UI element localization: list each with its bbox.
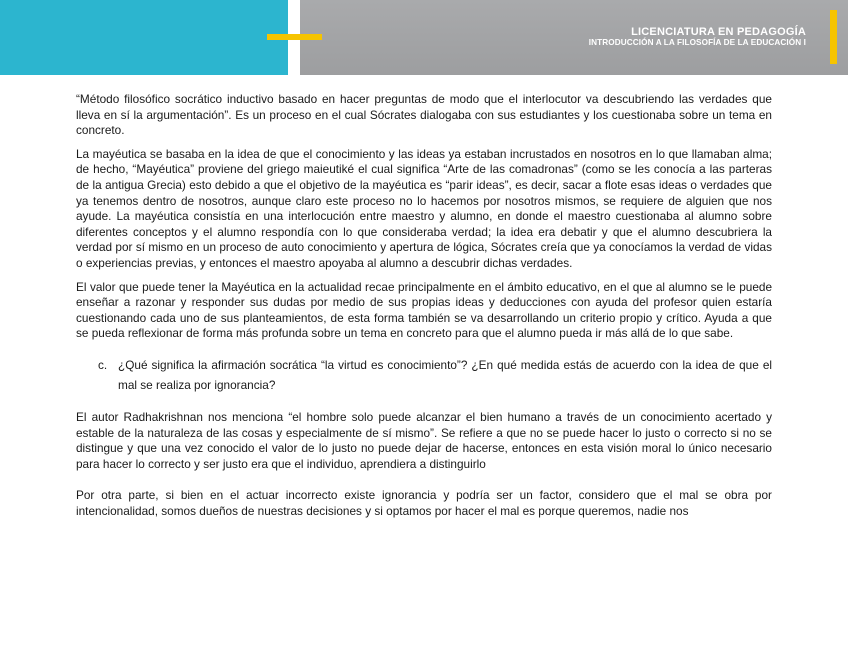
question-item	[76, 355, 772, 395]
question-text: ¿Qué significa la afirmación socrática “la virtud es conocimiento”? ¿En qué medida estás de acuerdo con la idea de que el mal se realiza por ignorancia?	[118, 357, 772, 392]
header-accent-bar	[830, 10, 837, 64]
header-teal-block	[0, 0, 288, 75]
paragraph-mayeutica: La mayéutica se basaba en la idea de que el conocimiento y las ideas ya estaban incrustados en nosotros en lo que llamaban alma; de hecho, “Mayéutica” proviene del griego maieutiké el cual significa “Arte de las comadronas” (como se les conocía a las parteras de la antigua Grecia) esto debido a que el objetivo de la mayéutica es “parir ideas”, es decir, sacar a flote esas ideas o verdades que ya tenemos dentro de nosotros, aunque claro este proceso no lo hacemos por nosotros mismos, se requiere de alguien que nos ayude. La mayéutica consistía en una interlocución entre maestro y alumno, en donde el maestro cuestionaba al alumno sobre diferentes conceptos y el alumno respondía con lo que consideraba verdad; la idea era debatir y que el alumno descubriera la verdad por sí mismo en un proceso de auto conocimiento y apertura de lógica, Sócrates creía que ya conocíamos la verdad de vidas o experiencias previas, y entonces el maestro apoyaba al alumno a descubrir dichas verdades.	[76, 146, 772, 270]
header-title	[589, 26, 806, 48]
paragraph-answer-2: Por otra parte, si bien en el actuar incorrecto existe ignorancia y podría ser un factor, considero que el mal se obra por intencionalidad, somos dueños de nuestras decisiones y si optamos por hacer el mal es porque queremos, nadie nos	[76, 488, 772, 518]
page-header	[0, 0, 848, 75]
paragraph-value: El valor que puede tener la Mayéutica en la actualidad recae principalmente en el ámbito educativo, en el que al alumno se le puede enseñar a razonar y responder sus dudas por medio de sus propias ideas y deducciones con ayuda del profesor quien estaría cuestionando cada uno de sus planteamientos, de esta forma también se va desarrollando un criterio propio y crítico. Ayuda a que se pueda reflexionar de forma más profunda sobre un tema en concreto para que el alumno pueda ir más allá de lo que sabe.	[76, 279, 772, 341]
program-name: LICENCIATURA EN PEDAGOGÍA	[631, 26, 806, 38]
paragraph-definition: “Método filosófico socrático inductivo basado en hacer preguntas de modo que el interlocutor va descubriendo las verdades que lleva en sí la argumentación”. Es un proceso en el cual Sócrates dialogaba con sus estudiantes y los cuestionaba sobre un tema en concreto.	[76, 92, 772, 138]
question-marker: c.	[98, 357, 108, 372]
paragraph-answer-1: El autor Radhakrishnan nos menciona “el hombre solo puede alcanzar el bien humano a través de un conocimiento acertado y estable de la naturaleza de las cosas y especialmente de sí mismo”. Se refiere a que no se puede hacer lo justo o correcto si no se distingue y que una vez conocido el valor de lo justo no puede dejar de hacerse, entonces en esta visión moral lo único necesario para hacer lo correcto y ser justo era que el individuo, aprendiera a distinguirlo	[76, 409, 772, 471]
header-accent-dash	[267, 34, 322, 40]
course-name: INTRODUCCIÓN A LA FILOSOFÍA DE LA EDUCACIÓN I	[588, 38, 806, 47]
document-body	[76, 92, 772, 519]
